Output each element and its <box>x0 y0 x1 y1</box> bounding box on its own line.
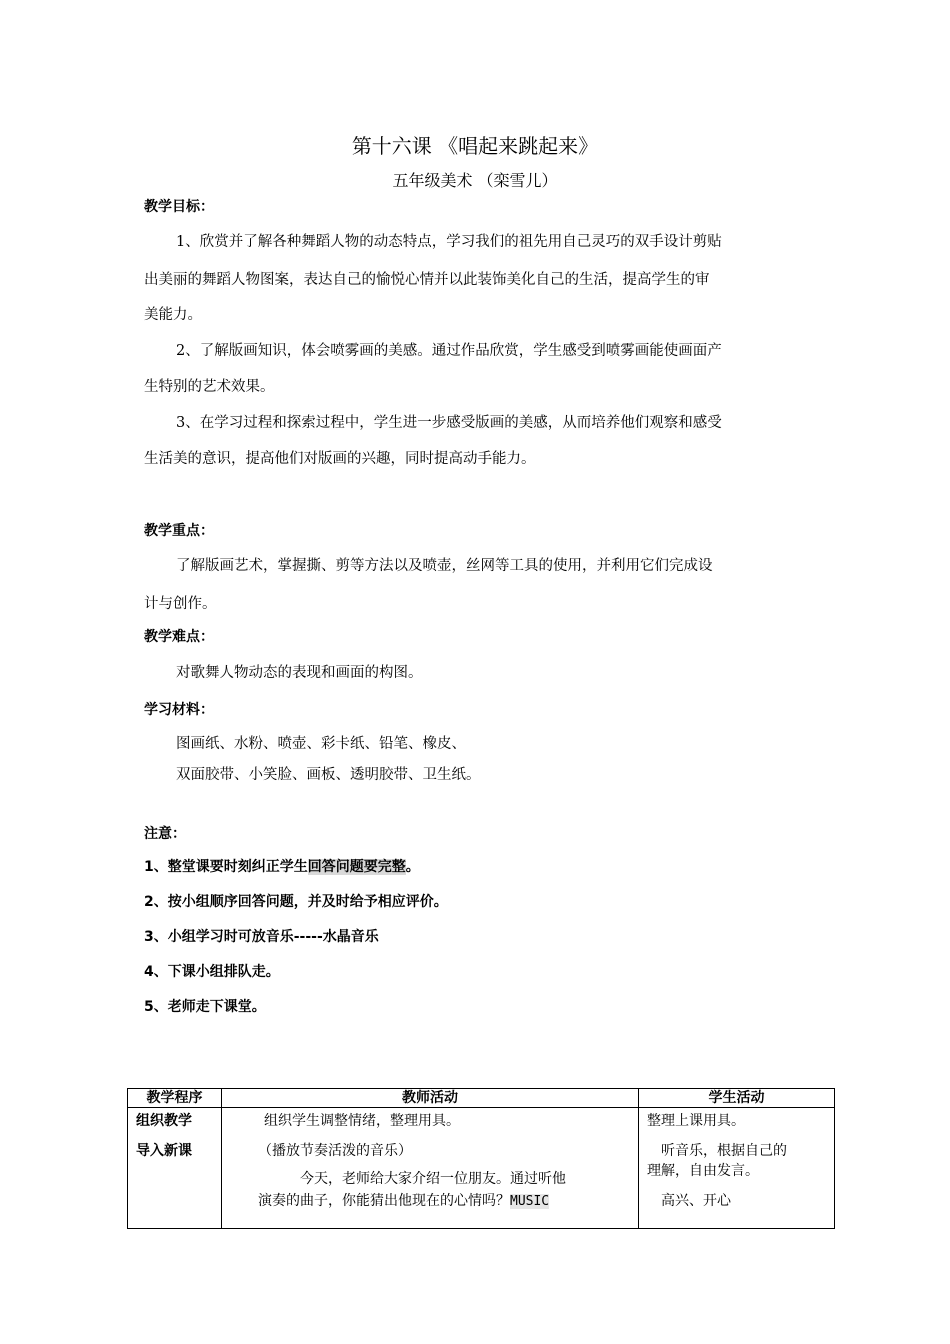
student-line: 整理上课用具。 <box>647 1113 745 1129</box>
student-line: 听音乐，根据自己的 <box>661 1143 787 1159</box>
note-item-4: 4、下课小组排队走。 <box>144 964 280 980</box>
key-points-heading: 教学重点： <box>144 523 214 539</box>
lesson-title: 第十六课 《唱起来跳起来》 <box>351 134 599 158</box>
materials-line: 图画纸、水粉、喷壶、彩卡纸、铅笔、橡皮、 <box>176 736 466 752</box>
objectives-line: 3、在学习过程和探索过程中，学生进一步感受版画的美感，从而培养他们观察和感受 <box>176 415 722 431</box>
header-procedure: 教学程序 <box>128 1089 222 1108</box>
music-marker: MUSIC <box>510 1194 550 1209</box>
teacher-line: 组织学生调整情绪，整理用具。 <box>264 1113 460 1129</box>
stage-intro: 导入新课 <box>136 1143 192 1159</box>
teacher-activity-cell <box>222 1108 639 1229</box>
procedure-cell <box>128 1108 222 1229</box>
objectives-line: 出美丽的舞蹈人物图案，表达自己的愉悦心情并以此装饰美化自己的生活，提高学生的审 <box>144 272 710 288</box>
key-points-line: 了解版画艺术，掌握撕、剪等方法以及喷壶，丝网等工具的使用，并利用它们完成设 <box>176 558 713 574</box>
note-item-1-highlight: 回答问题要完整 <box>307 859 406 875</box>
note-item-5: 5、老师走下课堂。 <box>144 999 266 1015</box>
objectives-line: 1、欣赏并了解各种舞蹈人物的动态特点，学习我们的祖先用自己灵巧的双手设计剪贴 <box>176 234 722 250</box>
objectives-heading: 教学目标： <box>144 199 214 215</box>
materials-heading: 学习材料： <box>144 702 214 718</box>
student-line: 理解，自由发言。 <box>647 1163 759 1179</box>
note-item-1-prefix: 1、整堂课要时刻纠正学生 <box>144 859 308 875</box>
note-item-3: 3、小组学习时可放音乐-----水晶音乐 <box>144 929 379 945</box>
teacher-line: （播放节奏活泼的音乐） <box>258 1143 412 1159</box>
note-item-1-suffix: 。 <box>405 859 420 875</box>
materials-line: 双面胶带、小笑脸、画板、透明胶带、卫生纸。 <box>176 767 481 783</box>
lesson-procedure-table <box>127 1088 835 1229</box>
table-header-row <box>128 1089 835 1108</box>
student-line: 高兴、开心 <box>661 1193 731 1209</box>
header-student-activity: 学生活动 <box>639 1089 835 1108</box>
objectives-line: 生特别的艺术效果。 <box>144 379 275 395</box>
student-activity-cell <box>639 1108 835 1229</box>
table-row <box>128 1108 835 1229</box>
teacher-line-text: 演奏的曲子，你能猜出他现在的心情吗？ <box>258 1193 510 1209</box>
notes-heading: 注意： <box>144 826 186 842</box>
note-item-2: 2、按小组顺序回答问题，并及时给予相应评价。 <box>144 894 448 910</box>
objectives-line: 美能力。 <box>144 307 202 323</box>
objectives-line: 2、了解版画知识，体会喷雾画的美感。通过作品欣赏，学生感受到喷雾画能使画面产 <box>176 343 722 359</box>
stage-organize: 组织教学 <box>136 1113 192 1129</box>
objectives-line: 生活美的意识，提高他们对版画的兴趣，同时提高动手能力。 <box>144 451 536 467</box>
teacher-line <box>258 1190 549 1210</box>
header-teacher-activity: 教师活动 <box>222 1089 639 1108</box>
difficulties-line: 对歌舞人物动态的表现和画面的构图。 <box>176 665 423 681</box>
difficulties-heading: 教学难点： <box>144 629 214 645</box>
teacher-line: 今天，老师给大家介绍一位朋友。通过听他 <box>300 1171 566 1187</box>
lesson-subtitle: 五年级美术 （栾雪儿） <box>392 171 558 190</box>
key-points-line: 计与创作。 <box>144 596 217 612</box>
note-item-1 <box>144 856 420 876</box>
